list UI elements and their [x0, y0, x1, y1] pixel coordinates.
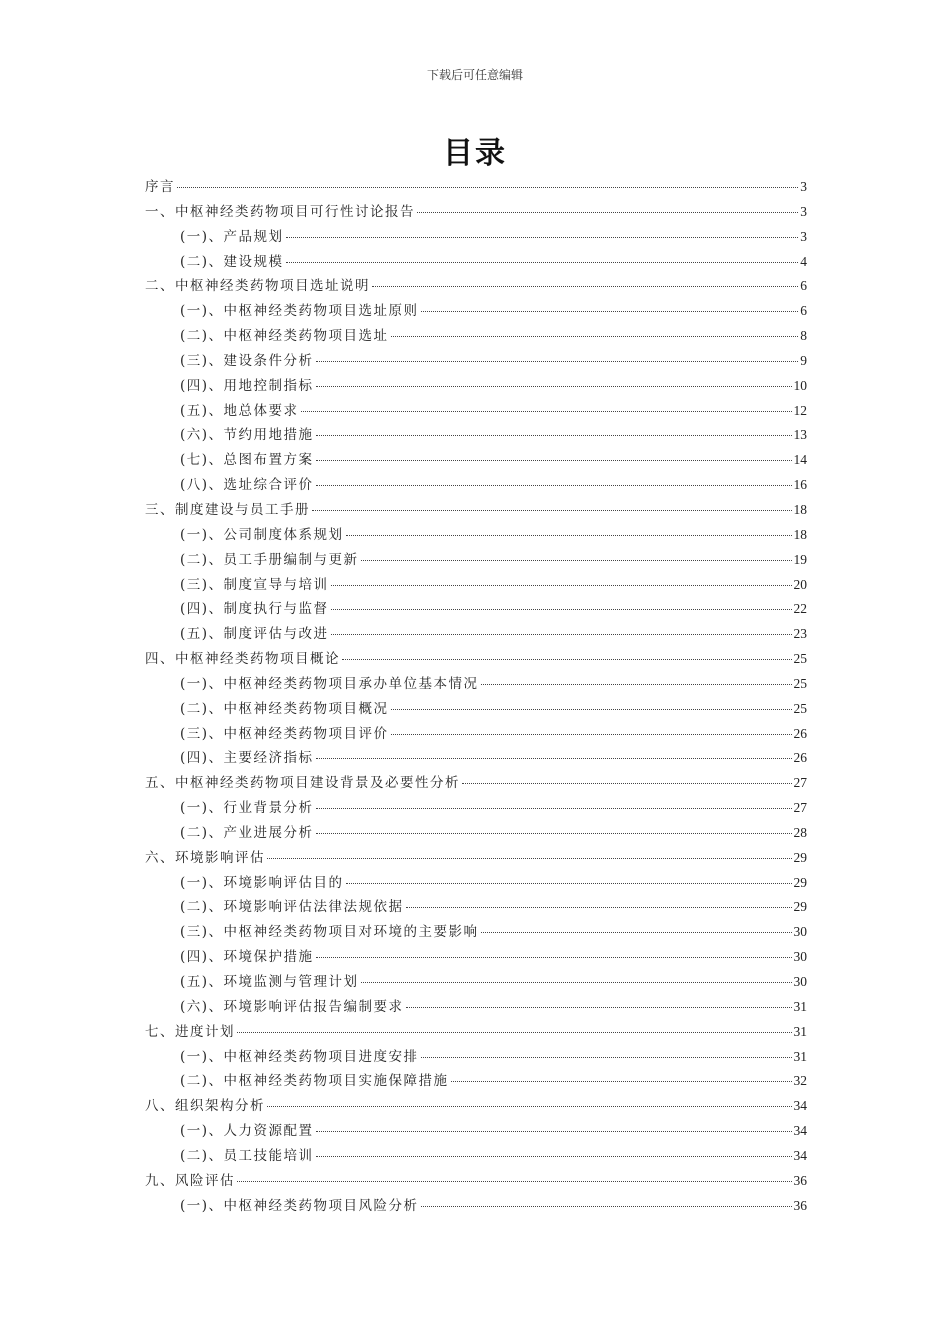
- toc-dot-leader: [406, 1007, 792, 1008]
- toc-entry-page-number: 18: [793, 501, 807, 517]
- toc-entry[interactable]: [145, 498, 807, 523]
- toc-entry-label: (一)、中枢神经类药物项目风险分析: [180, 1197, 419, 1214]
- toc-entry[interactable]: [145, 672, 807, 697]
- toc-entry[interactable]: [145, 523, 807, 548]
- toc-entry[interactable]: [145, 1094, 807, 1119]
- toc-entry-label: 六、环境影响评估: [145, 849, 265, 866]
- toc-entry[interactable]: [145, 548, 807, 573]
- toc-entry[interactable]: [145, 970, 807, 995]
- toc-dot-leader: [316, 386, 792, 387]
- toc-entry-label: 一、中枢神经类药物项目可行性讨论报告: [145, 203, 415, 220]
- toc-entry-page-number: 25: [793, 700, 807, 716]
- toc-entry-page-number: 29: [793, 899, 807, 915]
- toc-entry-page-number: 18: [793, 526, 807, 542]
- toc-entry-label: (三)、中枢神经类药物项目评价: [180, 725, 389, 742]
- toc-entry-label: (六)、环境影响评估报告编制要求: [180, 998, 404, 1015]
- toc-dot-leader: [361, 560, 792, 561]
- toc-entry-label: (二)、中枢神经类药物项目选址: [180, 328, 389, 345]
- table-of-contents: [145, 175, 807, 1218]
- toc-entry-label: (二)、员工技能培训: [180, 1147, 314, 1164]
- toc-entry[interactable]: [145, 374, 807, 399]
- toc-entry[interactable]: [145, 324, 807, 349]
- toc-entry-page-number: 25: [793, 675, 807, 691]
- toc-dot-leader: [316, 485, 792, 486]
- toc-entry[interactable]: [145, 1020, 807, 1045]
- toc-dot-leader: [316, 808, 792, 809]
- toc-entry[interactable]: [145, 722, 807, 747]
- toc-entry-page-number: 19: [793, 551, 807, 567]
- toc-dot-leader: [346, 535, 792, 536]
- toc-dot-leader: [267, 1106, 792, 1107]
- toc-dot-leader: [391, 709, 792, 710]
- toc-dot-leader: [421, 311, 799, 312]
- toc-entry-label: (五)、环境监测与管理计划: [180, 974, 359, 990]
- toc-entry-label: (二)、产业进展分析: [180, 824, 314, 841]
- toc-entry-page-number: 29: [793, 874, 807, 890]
- toc-entry-label: (二)、中枢神经类药物项目实施保障措施: [180, 1073, 449, 1090]
- toc-dot-leader: [346, 883, 792, 884]
- toc-entry[interactable]: [145, 1144, 807, 1169]
- toc-entry-page-number: 27: [793, 775, 807, 791]
- toc-entry-label: (一)、中枢神经类药物项目选址原则: [180, 303, 419, 320]
- toc-dot-leader: [391, 336, 799, 337]
- toc-dot-leader: [301, 411, 792, 412]
- toc-dot-leader: [237, 1181, 792, 1182]
- toc-dot-leader: [421, 1206, 792, 1207]
- toc-entry-label: (七)、总图布置方案: [180, 452, 314, 469]
- toc-entry-label: (一)、中枢神经类药物项目进度安排: [180, 1048, 419, 1065]
- toc-dot-leader: [316, 1131, 792, 1132]
- toc-entry[interactable]: [145, 448, 807, 473]
- toc-entry[interactable]: [145, 1069, 807, 1094]
- toc-entry-label: 九、风险评估: [145, 1172, 235, 1189]
- toc-entry-page-number: 3: [800, 228, 807, 244]
- toc-entry-label: 二、中枢神经类药物项目选址说明: [145, 278, 370, 295]
- toc-entry[interactable]: [145, 399, 807, 424]
- toc-entry-label: (八)、选址综合评价: [180, 477, 314, 494]
- toc-dot-leader: [331, 609, 792, 610]
- toc-entry-page-number: 34: [793, 1147, 807, 1163]
- toc-entry[interactable]: [145, 473, 807, 498]
- toc-entry-page-number: 10: [793, 377, 807, 393]
- toc-dot-leader: [286, 262, 799, 263]
- toc-entry-label: (三)、建设条件分析: [180, 352, 314, 369]
- toc-entry-page-number: 3: [800, 179, 807, 194]
- toc-dot-leader: [316, 758, 792, 759]
- toc-entry-page-number: 36: [793, 1197, 807, 1213]
- toc-entry-page-number: 29: [793, 849, 807, 865]
- toc-entry-label: (三)、制度宣导与培训: [180, 576, 329, 593]
- toc-dot-leader: [372, 286, 798, 287]
- toc-dot-leader: [406, 907, 792, 908]
- toc-entry-page-number: 30: [793, 949, 807, 965]
- toc-entry[interactable]: [145, 697, 807, 722]
- toc-entry-label: (一)、环境影响评估目的: [180, 874, 344, 891]
- toc-entry-page-number: 6: [800, 278, 807, 294]
- toc-entry-page-number: 25: [793, 651, 807, 667]
- toc-entry-label: (二)、建设规模: [180, 253, 284, 270]
- toc-entry-page-number: 22: [793, 601, 807, 617]
- toc-entry[interactable]: [145, 746, 807, 771]
- toc-entry[interactable]: [145, 871, 807, 896]
- toc-entry-page-number: 32: [793, 1073, 807, 1089]
- toc-entry-page-number: 28: [793, 824, 807, 840]
- toc-dot-leader: [391, 734, 792, 735]
- toc-entry-label: 八、组织架构分析: [145, 1098, 265, 1115]
- toc-entry-page-number: 16: [793, 477, 807, 493]
- toc-entry[interactable]: [145, 920, 807, 945]
- toc-entry-label: 七、进度计划: [145, 1023, 235, 1040]
- toc-dot-leader: [312, 510, 792, 511]
- toc-entry[interactable]: [145, 1194, 807, 1219]
- toc-entry-page-number: 30: [793, 924, 807, 940]
- toc-entry[interactable]: [145, 274, 807, 299]
- toc-dot-leader: [316, 833, 792, 834]
- toc-dot-leader: [267, 858, 792, 859]
- toc-entry-label: (五)、制度评估与改进: [180, 626, 329, 643]
- toc-entry-page-number: 12: [793, 402, 807, 418]
- toc-dot-leader: [316, 435, 792, 436]
- toc-dot-leader: [316, 1156, 792, 1157]
- toc-entry[interactable]: [145, 299, 807, 324]
- toc-entry-label: (三)、中枢神经类药物项目对环境的主要影响: [180, 924, 479, 941]
- toc-entry-label: (一)、产品规划: [180, 228, 284, 245]
- toc-entry[interactable]: [145, 1169, 807, 1194]
- toc-entry[interactable]: [145, 1045, 807, 1070]
- toc-entry-page-number: 31: [793, 1048, 807, 1064]
- toc-entry-label: (二)、员工手册编制与更新: [180, 551, 359, 568]
- toc-entry-page-number: 20: [793, 576, 807, 592]
- toc-dot-leader: [331, 634, 792, 635]
- toc-entry-label: (一)、公司制度体系规划: [180, 526, 344, 543]
- toc-entry-label: (四)、环境保护措施: [180, 949, 314, 966]
- toc-entry-page-number: 6: [800, 303, 807, 319]
- toc-entry-label: (四)、制度执行与监督: [180, 601, 329, 618]
- toc-entry[interactable]: [145, 225, 807, 250]
- toc-entry[interactable]: [145, 796, 807, 821]
- toc-entry[interactable]: [145, 423, 807, 448]
- toc-entry[interactable]: [145, 771, 807, 796]
- toc-dot-leader: [361, 982, 792, 983]
- toc-entry-page-number: 27: [793, 800, 807, 816]
- toc-entry[interactable]: [145, 622, 807, 647]
- toc-entry-page-number: 34: [793, 1123, 807, 1139]
- toc-entry-page-number: 13: [793, 427, 807, 443]
- toc-entry[interactable]: [145, 995, 807, 1020]
- toc-dot-leader: [421, 1057, 792, 1058]
- toc-entry-page-number: 8: [800, 328, 807, 344]
- toc-dot-leader: [451, 1081, 792, 1082]
- toc-dot-leader: [481, 932, 792, 933]
- toc-entry-label: (五)、地总体要求: [180, 402, 299, 419]
- toc-dot-leader: [177, 187, 798, 188]
- toc-entry[interactable]: [145, 846, 807, 871]
- toc-dot-leader: [331, 585, 792, 586]
- header-note: 下载后可任意编辑: [426, 68, 523, 82]
- toc-entry[interactable]: [145, 945, 807, 970]
- toc-entry[interactable]: [145, 250, 807, 275]
- toc-entry[interactable]: [145, 821, 807, 846]
- toc-dot-leader: [316, 957, 792, 958]
- toc-entry-page-number: 14: [793, 452, 807, 468]
- toc-entry[interactable]: [145, 175, 807, 200]
- toc-dot-leader: [342, 659, 792, 660]
- toc-dot-leader: [237, 1032, 792, 1033]
- toc-entry[interactable]: [145, 349, 807, 374]
- toc-dot-leader: [316, 361, 799, 362]
- toc-entry-label: (二)、中枢神经类药物项目概况: [180, 700, 389, 717]
- toc-entry-page-number: 3: [800, 203, 807, 219]
- toc-entry-page-number: 36: [793, 1172, 807, 1188]
- toc-entry-page-number: 23: [793, 626, 807, 642]
- toc-dot-leader: [417, 212, 798, 213]
- toc-entry-page-number: 30: [793, 974, 807, 989]
- toc-entry[interactable]: [145, 200, 807, 225]
- toc-dot-leader: [481, 684, 792, 685]
- toc-entry[interactable]: [145, 1119, 807, 1144]
- toc-entry[interactable]: [145, 647, 807, 672]
- toc-entry-label: 五、中枢神经类药物项目建设背景及必要性分析: [145, 775, 460, 792]
- toc-entry-page-number: 4: [800, 253, 807, 269]
- toc-entry[interactable]: [145, 597, 807, 622]
- toc-entry-label: (四)、主要经济指标: [180, 750, 314, 767]
- toc-entry[interactable]: [145, 573, 807, 598]
- toc-dot-leader: [462, 783, 792, 784]
- toc-entry-label: (二)、环境影响评估法律法规依据: [180, 899, 404, 916]
- toc-entry-label: (四)、用地控制指标: [180, 377, 314, 394]
- toc-entry-label: 序言: [145, 179, 175, 195]
- page-title: 目录: [443, 136, 507, 171]
- toc-entry-page-number: 31: [793, 1023, 807, 1039]
- toc-entry-page-number: 31: [793, 998, 807, 1014]
- toc-entry-label: 三、制度建设与员工手册: [145, 501, 310, 518]
- toc-entry-page-number: 9: [800, 352, 807, 368]
- toc-entry-label: (一)、行业背景分析: [180, 800, 314, 817]
- toc-entry[interactable]: [145, 895, 807, 920]
- toc-entry-page-number: 26: [793, 725, 807, 741]
- toc-entry-label: (一)、中枢神经类药物项目承办单位基本情况: [180, 675, 479, 692]
- toc-entry-label: 四、中枢神经类药物项目概论: [145, 651, 340, 668]
- toc-entry-label: (一)、人力资源配置: [180, 1123, 314, 1140]
- toc-entry-page-number: 34: [793, 1098, 807, 1114]
- toc-entry-label: (六)、节约用地措施: [180, 427, 314, 444]
- toc-entry-page-number: 26: [793, 750, 807, 766]
- toc-dot-leader: [286, 237, 799, 238]
- toc-dot-leader: [316, 460, 792, 461]
